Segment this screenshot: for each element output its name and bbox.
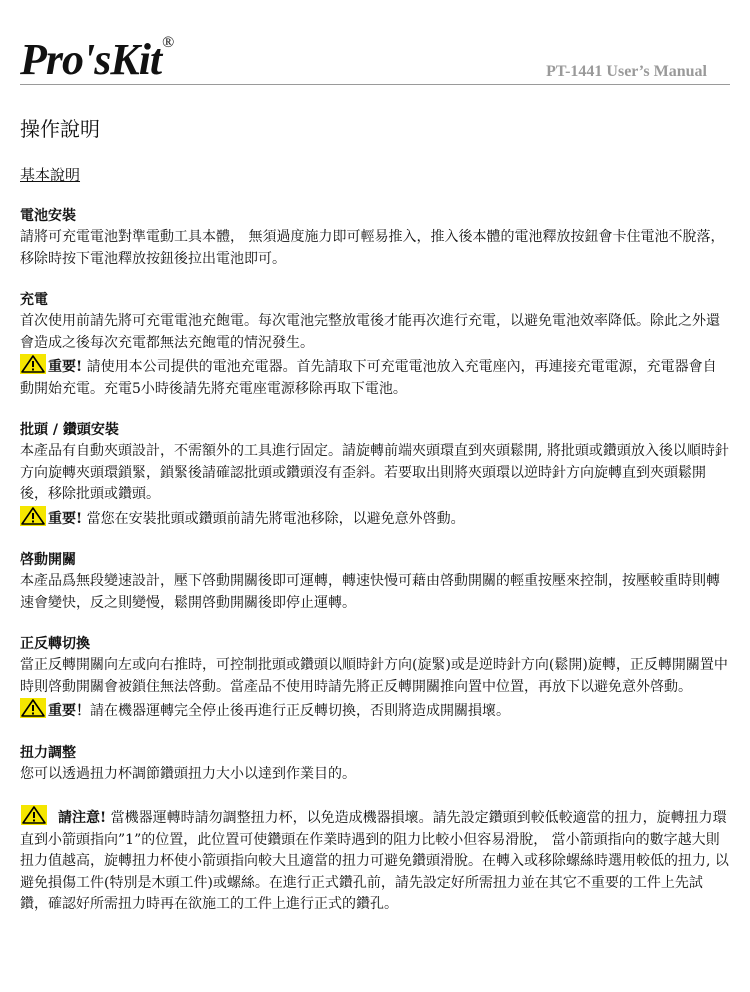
section-heading-basic: 基本說明 — [20, 166, 81, 184]
warning-text: 請在機器運轉完全停止後再進行正反轉切換，否則將造成開關損壞。 — [90, 703, 510, 719]
notice-text: 當機器運轉時請勿調整扭力杯，以免造成機器損壞。請先設定鑽頭到較低較適當的扭力，旋轉扭力環直到小箭頭指向”1”的位置，此位置可使鑽頭在作業時遇到的阻力比較小但容易滑脫， 當小箭頭指向的數字越大則扭力值越高，旋轉扭力杯使小箭頭指向較大且適當的扭力可避免鑽頭滑脫。在轉入或移除螺絲時選用較低的扭力, 以避免損傷工件(特別是木頭工件)或螺絲。在進行正式鑽孔前，請先設定好所需扭力並在其它不重要的工件上先試鑽，確認好所需扭力時再在欲施工的工件上進行正式的鑽孔。 — [20, 810, 729, 912]
section-battery-install — [20, 206, 730, 270]
heading-trigger-switch: 啓動開關 — [20, 552, 76, 568]
body-charging: 首次使用前請先將可充電電池充飽電。每次電池完整放電後才能再次進行充電，以避免電池效率降低。除此之外還會造成之後每次充電都無法充飽電的情況發生。 — [20, 313, 720, 351]
torque-notice — [20, 805, 730, 916]
manual-title: PT-1441 User’s Manual — [546, 63, 707, 80]
body-direction-switch: 當正反轉開關向左或向右推時，可控制批頭或鑽頭以順時針方向(旋緊)或是逆時針方向(鬆開)旋轉，正反轉開關置中時則啓動開關會被鎖住無法啓動。當產品不使用時請先將正反轉開關推向置中位置，再放下以避免意外啓動。 — [20, 657, 728, 695]
heading-direction-switch: 正反轉切換 — [20, 636, 90, 652]
body-trigger-switch: 本產品爲無段變速設計，壓下啓動開關後即可運轉，轉速快慢可藉由啓動開關的輕重按壓來控制，按壓較重時則轉速會變快，反之則變慢，鬆開啓動開關後即停止運轉。 — [20, 573, 720, 611]
section-direction-switch — [20, 634, 730, 723]
page-content — [20, 113, 730, 916]
warning-label: 重要！ — [48, 703, 90, 719]
section-torque-adjust — [20, 743, 730, 786]
proskit-logo: Pro'sKit® — [20, 34, 174, 84]
warning-charging — [20, 354, 730, 400]
warning-bit-install — [20, 506, 730, 531]
warning-triangle-icon — [20, 506, 46, 526]
header-divider — [20, 84, 730, 85]
section-trigger-switch — [20, 550, 730, 614]
section-charging — [20, 290, 730, 400]
page-header — [0, 0, 750, 100]
warning-text: 當您在安裝批頭或鑽頭前請先將電池移除，以避免意外啓動。 — [82, 510, 465, 527]
body-battery-install: 請將可充電電池對準電動工具本體， 無須過度施力即可輕易推入，推入後本體的電池釋放按鈕會卡住電池不脫落，移除時按下電池釋放按鈕後拉出電池即可。 — [20, 229, 725, 267]
body-torque-adjust: 您可以透過扭力杯調節鑽頭扭力大小以達到作業目的。 — [20, 765, 356, 782]
warning-triangle-icon — [20, 698, 46, 718]
heading-torque-adjust: 扭力調整 — [20, 744, 76, 761]
section-bit-install — [20, 420, 730, 530]
page-title: 操作說明 — [20, 117, 100, 141]
warning-label: 重要! — [48, 510, 83, 527]
notice-label: 請注意! — [58, 810, 107, 826]
heading-bit-install: 批頭 / 鑽頭安裝 — [20, 422, 119, 438]
heading-battery-install: 電池安裝 — [20, 208, 76, 224]
warning-text: 請使用本公司提供的電池充電器。首先請取下可充電電池放入充電座內，再連接充電電源，充電器會自動開始充電。充電5小時後請先將充電座電源移除再取下電池。 — [20, 359, 717, 397]
warning-triangle-icon — [20, 805, 48, 825]
warning-direction-switch — [20, 698, 730, 723]
heading-charging: 充電 — [20, 292, 48, 308]
body-bit-install: 本產品有自動夾頭設計，不需額外的工具進行固定。請旋轉前端夾頭環直到夾頭鬆開, 將批頭或鑽頭放入後以順時針方向旋轉夾頭環鎖緊，鎖緊後請確認批頭或鑽頭沒有歪斜。若要取出則將夾頭環以逆時針方向旋轉直到夾頭鬆開後，移除批頭或鑽頭。 — [20, 443, 729, 502]
warning-triangle-icon — [20, 354, 46, 374]
warning-label: 重要! — [48, 359, 83, 375]
